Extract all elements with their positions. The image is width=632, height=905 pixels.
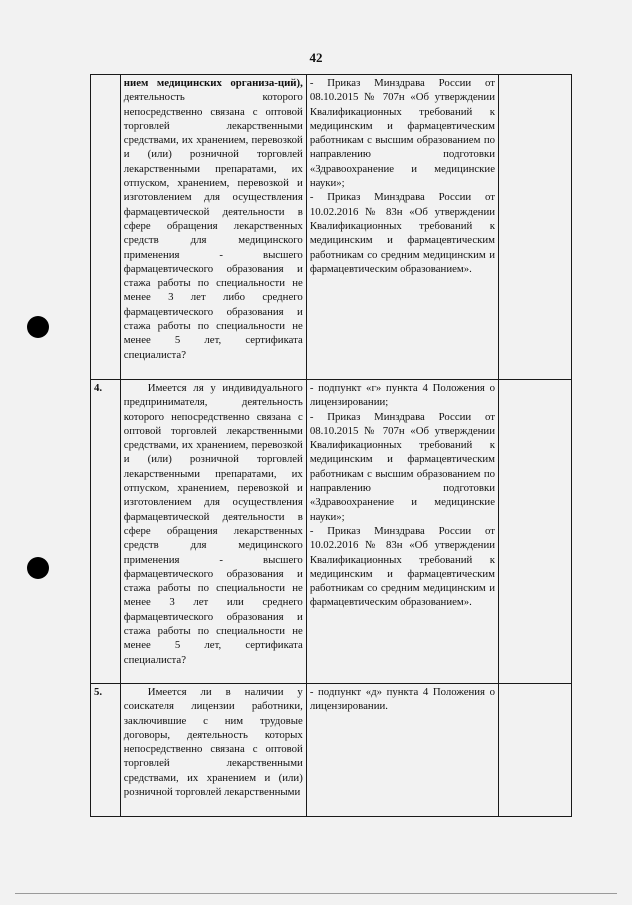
legal-basis-item: - подпункт «г» пункта 4 Положения о лицензировании; bbox=[309, 382, 495, 409]
row-number: 4. bbox=[91, 380, 121, 684]
legal-basis-item: - Приказ Минздрава России от 08.10.2015 № 707н «Об утверждении Квалификационных требований к медицинским и фармацевтическим работникам с высшим образованием по направлению подготовки «Здравоохранение и медицинские науки»; bbox=[309, 410, 495, 523]
question-cell bbox=[120, 75, 306, 380]
question-text: деятельность которого непосредственно связана с оптовой торговлей лекарственными средствами, их хранением, перевозкой и (или) розничной торговлей лекарственными препаратами, их отпуском, хранением, перевозкой и изготовлением для осуществления фармацевтической деятельности в сфере обращения лекарственных средств для медицинского применения - высшего фармацевтического образования и стажа работы по специальности не менее 3 лет либо среднего фармацевтического образования и стажа работы по специальности не менее 5 лет, сертификата специалиста? bbox=[123, 91, 303, 361]
legal-basis-cell bbox=[306, 684, 498, 817]
question-cell bbox=[120, 684, 306, 817]
question-cell bbox=[120, 380, 306, 684]
punch-hole-bottom bbox=[27, 557, 49, 579]
notes-cell bbox=[499, 380, 572, 684]
legal-basis-item: - Приказ Минздрава России от 08.10.2015 № 707н «Об утверждении Квалификационных требований к медицинским и фармацевтическим работникам с высшим образованием по направлению подготовки «Здравоохранение и медицинские науки»; bbox=[309, 77, 495, 190]
legal-basis-item: - Приказ Минздрава России от 10.02.2016 № 83н «Об утверждении Квалификационных требований к медицинским и фармацевтическим работникам со средним медицинским и фармацевтическим образованием». bbox=[309, 191, 495, 275]
legal-basis-cell bbox=[306, 75, 498, 380]
table-row bbox=[91, 380, 572, 684]
notes-cell bbox=[499, 684, 572, 817]
question-bold-text: нием медицинских организа-ций), bbox=[123, 77, 303, 89]
page-number: 42 bbox=[309, 50, 323, 65]
row-number: 5. bbox=[91, 684, 121, 817]
legal-basis-cell bbox=[306, 380, 498, 684]
question-text: Имеется ли в наличии у соискателя лицензии работники, заключившие с ним трудовые договоры, деятельность которых непосредственно связана с оптовой торговлей лекарственными средствами, их хранением и (или) розничной торговлей лекарственными bbox=[123, 686, 303, 799]
table-row bbox=[91, 684, 572, 817]
legal-basis-item: - подпункт «д» пункта 4 Положения о лицензировании. bbox=[309, 686, 495, 713]
legal-basis-item: - Приказ Минздрава России от 10.02.2016 № 83н «Об утверждении Квалификационных требований к медицинским и фармацевтическим работникам со средним медицинским и фармацевтическим образованием». bbox=[309, 524, 495, 609]
table-row bbox=[91, 75, 572, 380]
row-number bbox=[91, 75, 121, 380]
notes-cell bbox=[499, 75, 572, 380]
requirements-table bbox=[90, 74, 572, 817]
question-text: Имеется ля у индивидуального предпринимателя, деятельность которого непосредственно связана с оптовой торговлей лекарственными средствами, их хранением, перевозкой и (или) розничной торговлей лекарственными препаратами, их отпуском, хранением, перевозкой и изготовлением для осуществления фармацевтической деятельности в сфере обращения лекарственных средств для медицинского применения - высшего фармацевтического образования и стажа работы по специальности не менее 3 лет или среднего фармацевтического образования и стажа работы по специальности не менее 5 лет, сертификата специалиста? bbox=[123, 382, 303, 666]
scan-edge-line bbox=[15, 893, 617, 894]
punch-hole-top bbox=[27, 316, 49, 338]
